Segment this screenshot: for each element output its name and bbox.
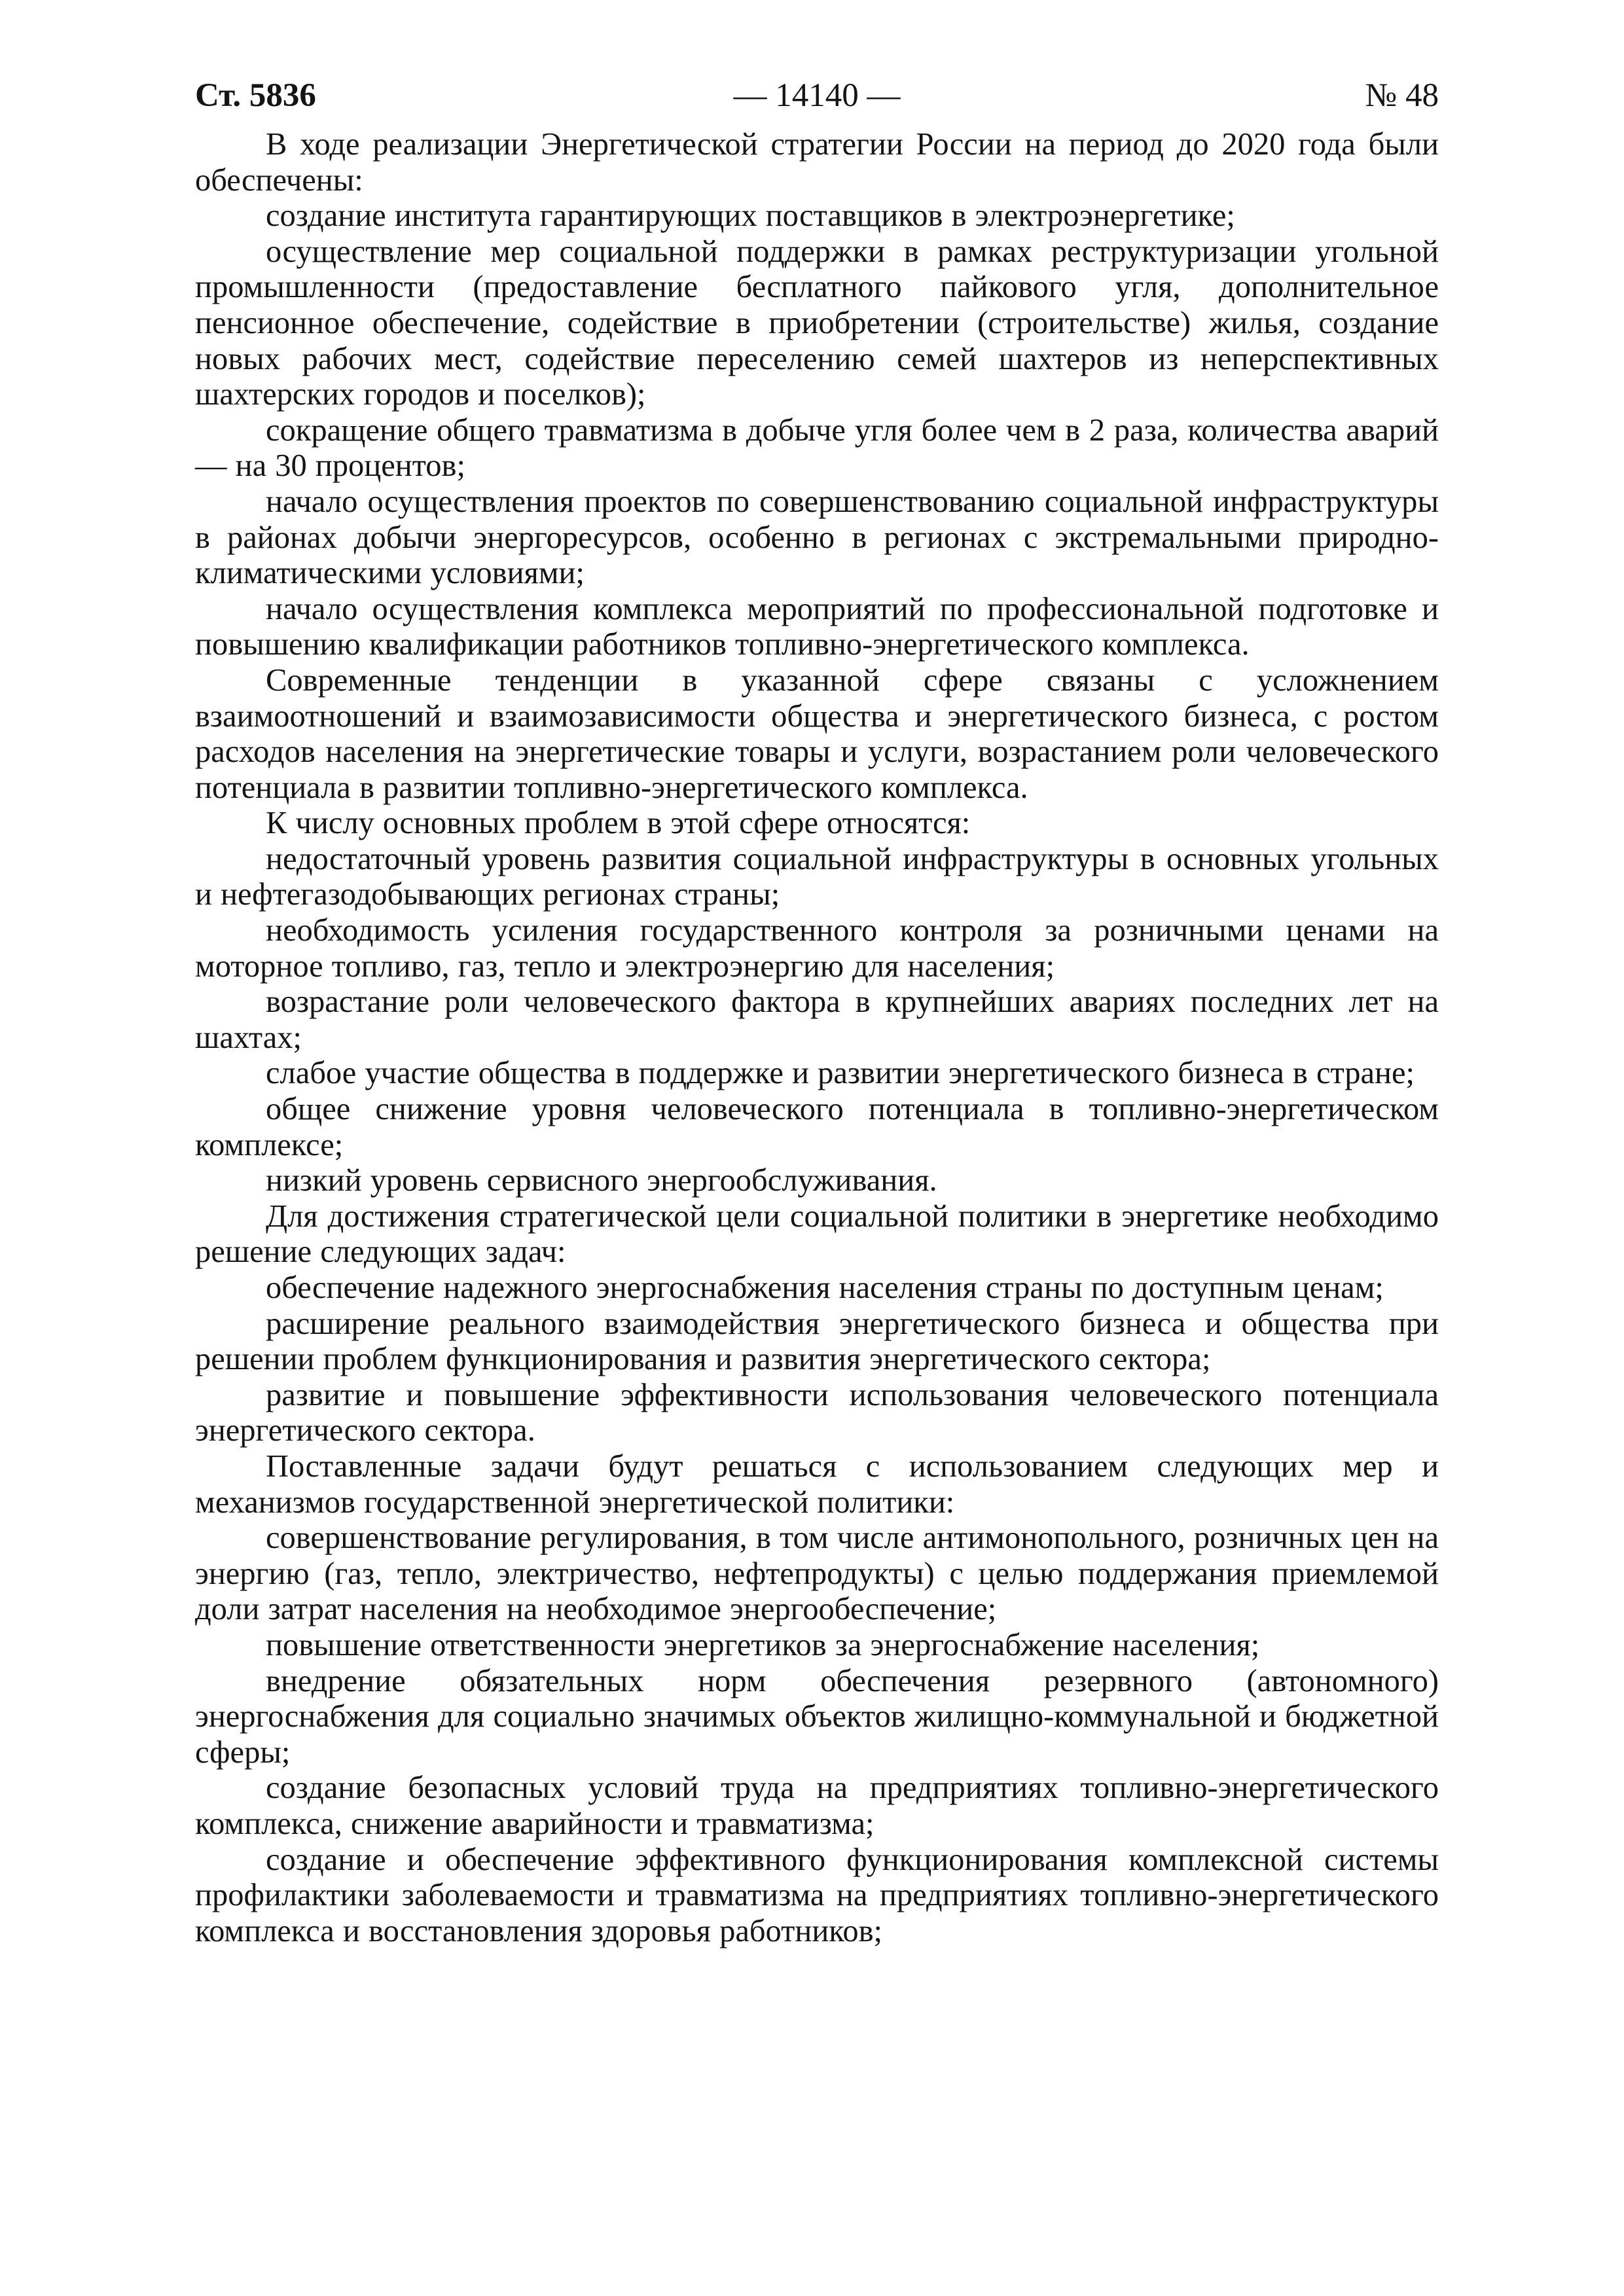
document-body xyxy=(195,127,1439,1949)
paragraph: создание и обеспечение эффективного функционирования комплексной системы профилактики заболеваемости и травматизма на предприятиях топливно-энергетического комплекса и восстановления здоровья работников; xyxy=(195,1842,1439,1948)
paragraph: развитие и повышение эффективности использования человеческого потенциала энергетического сектора. xyxy=(195,1377,1439,1448)
paragraph: необходимость усиления государственного контроля за розничными ценами на моторное топливо, газ, тепло и электроэнергию для населения; xyxy=(195,913,1439,984)
paragraph: К числу основных проблем в этой сфере относятся: xyxy=(266,806,971,841)
paragraph: Современные тенденции в указанной сфере связаны с усложнением взаимоотношений и взаимозависимости общества и энергетического бизнеса, с ростом расходов населения на энергетические товары и услуги, возрастанием роли человеческого потенциала в развитии топливно-энергетического комплекса. xyxy=(195,662,1439,805)
paragraph: недостаточный уровень развития социальной инфраструктуры в основных угольных и нефтегазодобывающих регионах страны; xyxy=(195,841,1439,912)
paragraph: начало осуществления проектов по совершенствованию социальной инфраструктуры в районах добычи энергоресурсов, особенно в регионах с экстремальными природно-климатическими условиями; xyxy=(195,484,1439,591)
paragraph: обеспечение надежного энергоснабжения населения страны по доступным ценам; xyxy=(266,1270,1384,1305)
paragraph: низкий уровень сервисного энергообслуживания. xyxy=(266,1163,937,1198)
paragraph: возрастание роли человеческого фактора в крупнейших авариях последних лет на шахтах; xyxy=(195,984,1439,1055)
paragraph: Поставленные задачи будут решаться с использованием следующих мер и механизмов государственной энергетической политики: xyxy=(195,1448,1439,1520)
paragraph: слабое участие общества в поддержке и развитии энергетического бизнеса в стране; xyxy=(266,1056,1415,1091)
paragraph: расширение реального взаимодействия энергетического бизнеса и общества при решении проблем функционирования и развития энергетического сектора; xyxy=(195,1306,1439,1377)
paragraph: сокращение общего травматизма в добыче угля более чем в 2 раза, количества аварий — на 30 процентов; xyxy=(195,412,1439,484)
document-page xyxy=(195,68,1439,1949)
page-number: — 14140 — xyxy=(733,77,901,114)
paragraph: В ходе реализации Энергетической стратегии России на период до 2020 года были обеспечены: xyxy=(195,127,1439,198)
paragraph: создание института гарантирующих поставщиков в электроэнергетике; xyxy=(266,198,1235,234)
paragraph: повышение ответственности энергетиков за энергоснабжение населения; xyxy=(266,1627,1260,1662)
paragraph: начало осуществления комплекса мероприятий по профессиональной подготовке и повышению квалификации работников топливно-энергетического комплекса. xyxy=(195,591,1439,662)
article-number: Ст. 5836 xyxy=(195,77,316,114)
paragraph: осуществление мер социальной поддержки в рамках реструктуризации угольной промышленности (предоставление бесплатного пайкового угля, дополнительное пенсионное обеспечение, содействие в приобретении (строительстве) жилья, создание новых рабочих мест, содействие переселению семей шахтеров из неперспективных шахтерских городов и поселков); xyxy=(195,234,1439,412)
paragraph: создание безопасных условий труда на предприятиях топливно-энергетического комплекса, снижение аварийности и травматизма; xyxy=(195,1770,1439,1841)
paragraph: общее снижение уровня человеческого потенциала в топливно-энергетическом комплексе; xyxy=(195,1092,1439,1162)
paragraph: внедрение обязательных норм обеспечения резервного (автономного) энергоснабжения для социально значимых объектов жилищно-коммунальной и бюджетной сферы; xyxy=(195,1663,1439,1770)
issue-number: № 48 xyxy=(1365,77,1439,114)
paragraph: совершенствование регулирования, в том числе антимонопольного, розничных цен на энергию (газ, тепло, электричество, нефтепродукты) с целью поддержания приемлемой доли затрат населения на необходимое энергообеспечение; xyxy=(195,1520,1439,1627)
paragraph: Для достижения стратегической цели социальной политики в энергетике необходимо решение следующих задач: xyxy=(195,1198,1439,1270)
page-header xyxy=(195,68,1439,123)
